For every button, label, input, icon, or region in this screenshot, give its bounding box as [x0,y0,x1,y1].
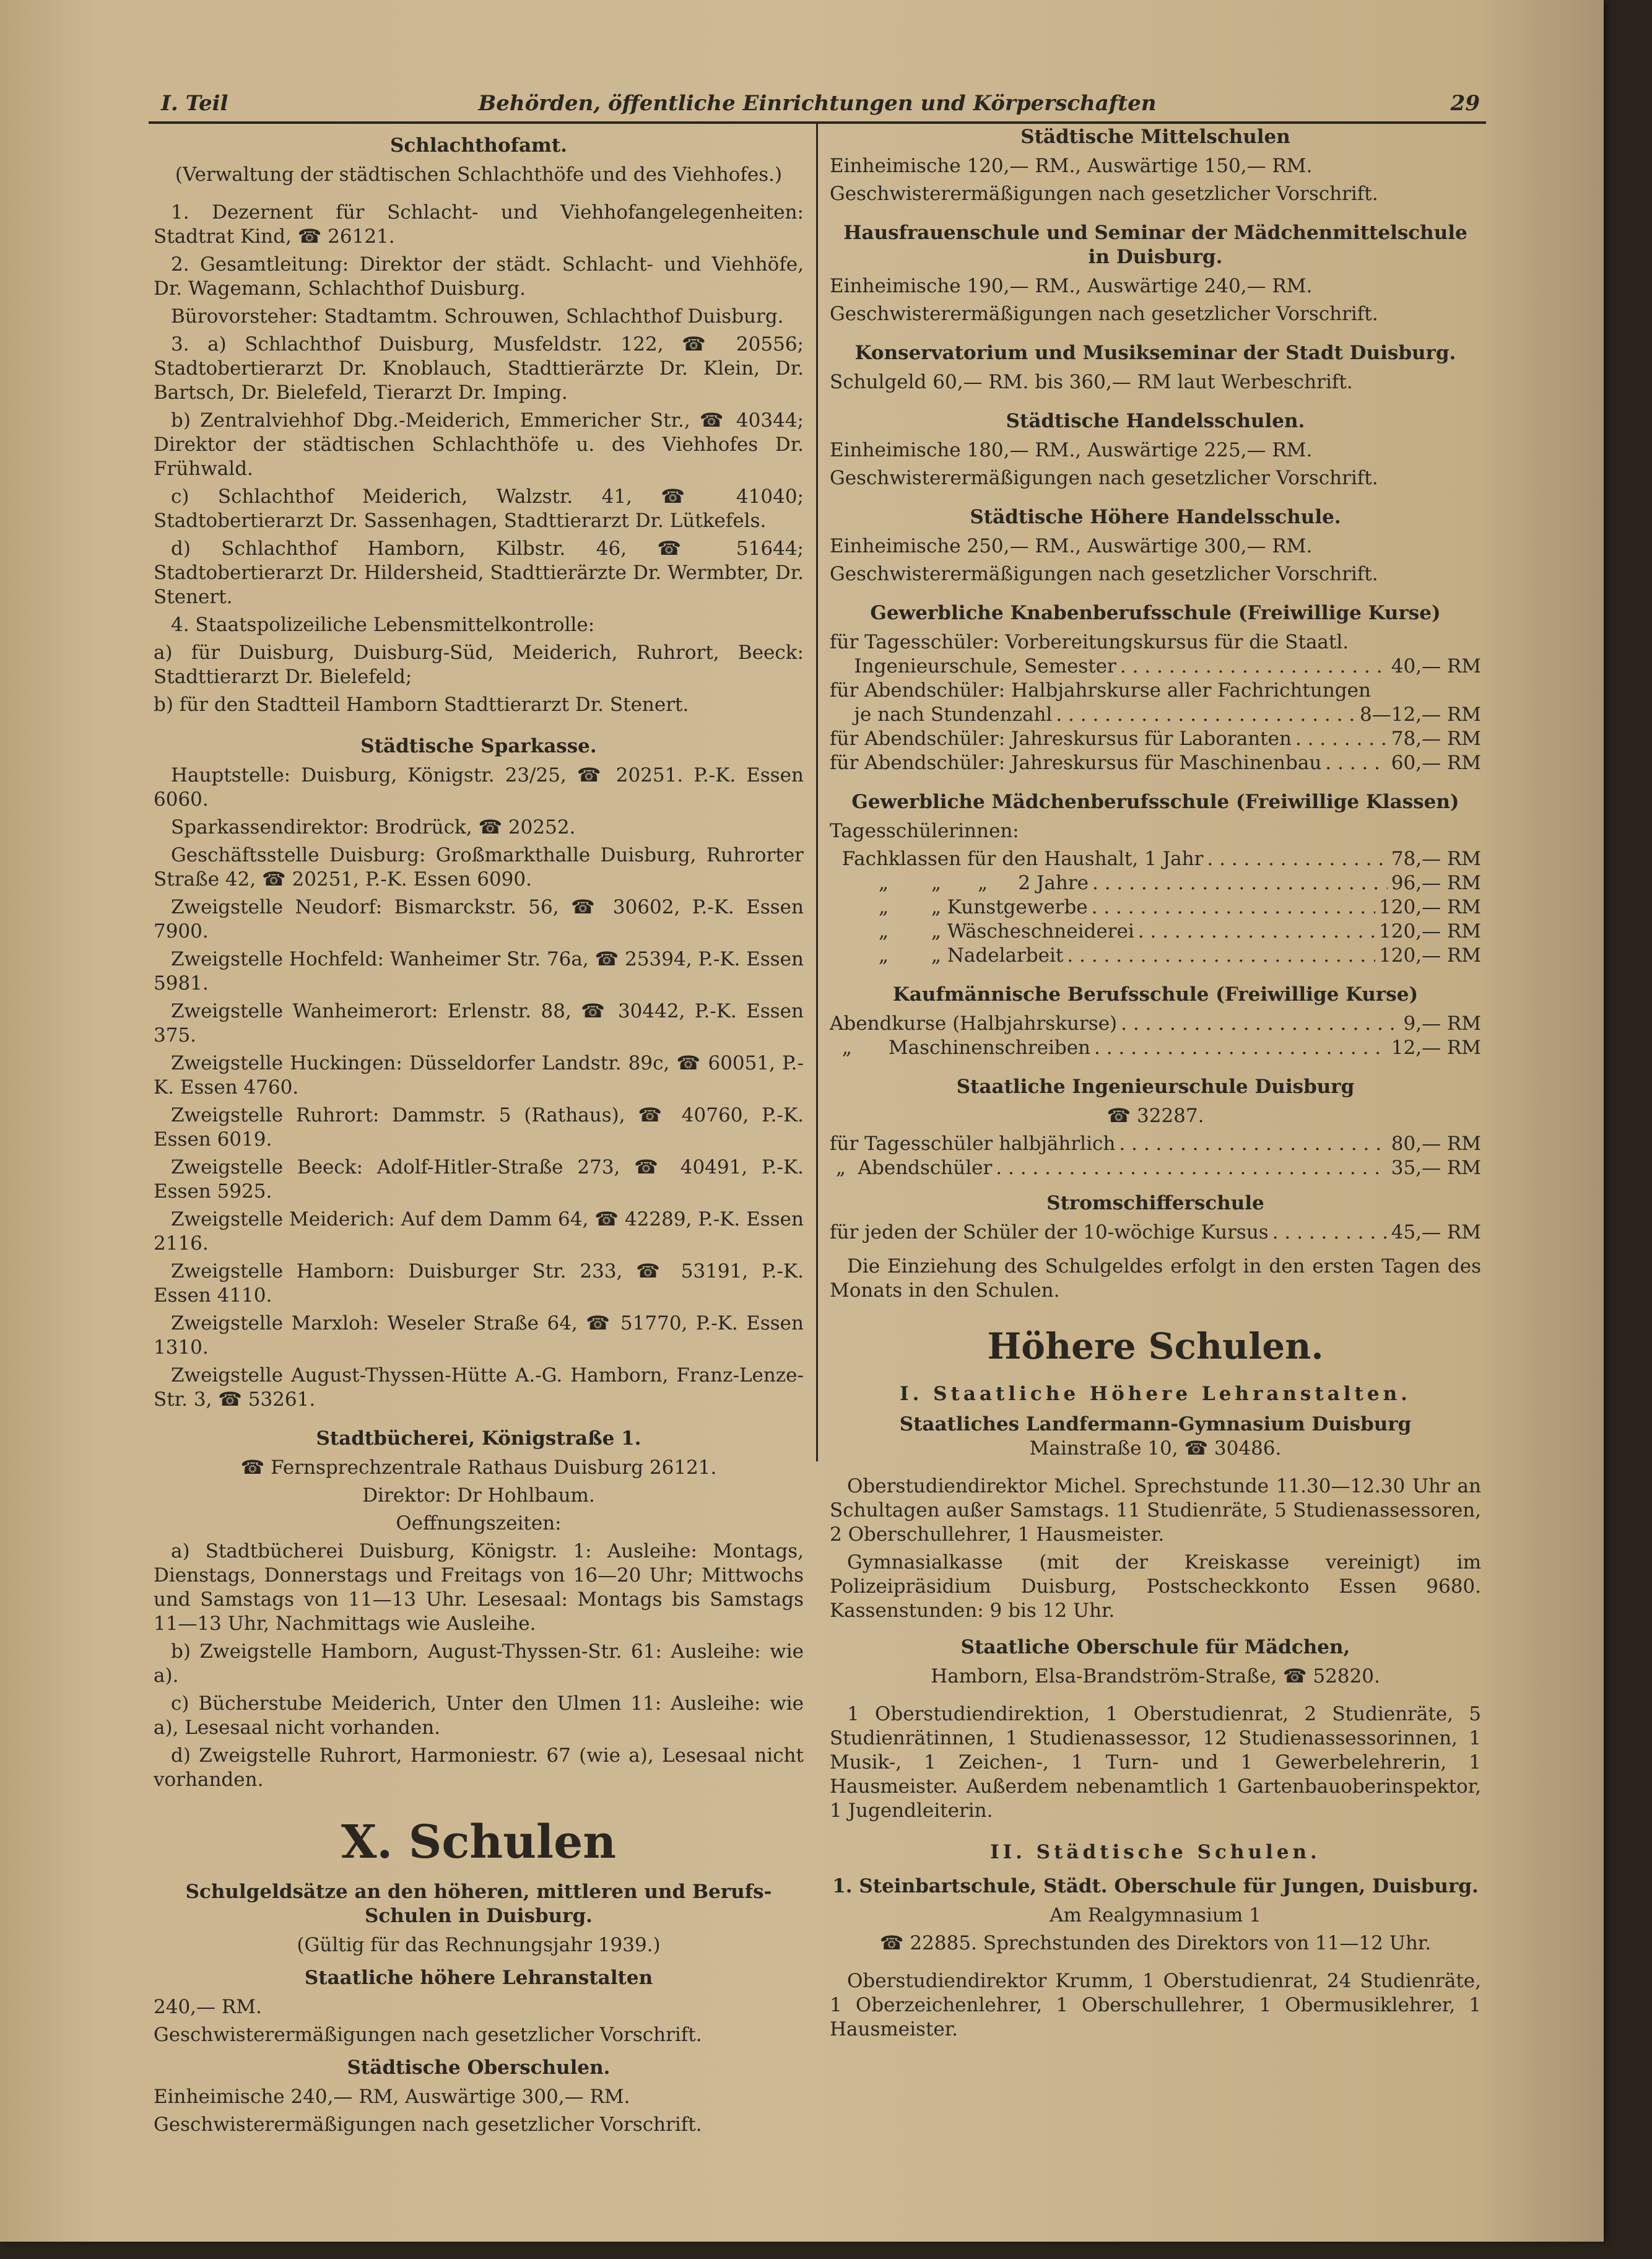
list-item: Hauptstelle: Duisburg, Königstr. 23/25, ☎ 20251. P.-K. Essen 6060. [154,764,804,811]
fee-amount: 80,— RM [1391,1133,1481,1155]
list-item: a) für Duisburg, Duisburg-Süd, Meiderich, Ruhrort, Beeck: Stadttierarzt Dr. Bielefeld; [154,642,804,688]
section-title: Städtische Oberschulen. [347,2057,611,2079]
section-title: Gewerbliche Mädchenberufsschule (Freiwillige Klassen) [851,791,1459,813]
list-item: Zweigstelle Huckingen: Düsseldorfer Landstr. 89c, ☎ 60051, P.-K. Essen 4760. [154,1052,804,1099]
section-subtitle: (Verwaltung der städtischen Schlachthöfe und des Viehhofes.) [175,163,783,186]
fee-row [830,751,1481,775]
book-page [149,87,1486,2180]
list-item: Sparkassendirektor: Brodrück, ☎ 20252. [171,816,576,838]
fee-label: je nach Stundenzahl [830,703,1053,726]
list-item: 3. a) Schlachthof Duisburg, Musfeldstr. 122, ☎ 20556; Stadtobertierarzt Dr. Knoblauch, Stadttierärzte Dr. Klein, Dr. Bartsch, Dr. Bielefeld, Tierarzt Dr. Imping. [154,333,804,404]
school-address: Hamborn, Elsa-Brandström-Straße, ☎ 52820. [931,1665,1380,1687]
section-title: I. Staatliche Höhere Lehranstalten. [900,1383,1411,1405]
section-title: Schulgeldsätze an den höheren, mittleren und Berufs-Schulen in Duisburg. [185,1881,772,1927]
fee-amount: 40,— RM [1391,655,1481,677]
list-item: c) Schlachthof Meiderich, Walzstr. 41, ☎ 41040; Stadtobertierarzt Dr. Sassenhagen, Stadttierarzt Dr. Lütkefels. [154,485,804,532]
fee-row [830,679,1481,703]
page-number: 29 [1450,91,1480,116]
fee-row [830,871,1481,895]
fee-amount: 120,— RM [1379,944,1481,967]
list-item: 4. Staatspolizeiliche Lebensmittelkontrolle: [171,614,595,636]
fee-row [830,630,1481,655]
list-item: b) für den Stadtteil Hamborn Stadttierarzt Dr. Stenert. [154,694,689,716]
text-line: Einheimische 120,— RM., Auswärtige 150,— RM. [830,155,1313,177]
text-line: Schulgeld 60,— RM. bis 360,— RM laut Werbeschrift. [830,371,1353,393]
list-item: b) Zweigstelle Hamborn, August-Thyssen-Str. 61: Ausleihe: wie a). [154,1640,804,1687]
fee-amount: 120,— RM [1379,896,1481,918]
list-item: 2. Gesamtleitung: Direktor der städt. Schlacht- und Viehhöfe, Dr. Wagemann, Schlachthof Duisburg. [154,253,804,300]
section-title: Staatliche höhere Lehranstalten [304,1967,653,1989]
list-item: d) Schlachthof Hamborn, Kilbstr. 46, ☎ 51644; Stadtobertierarzt Dr. Hildersheid, Stadttierärzte Dr. Wermbter, Dr. Stenert. [154,538,804,608]
list-item: Geschäftsstelle Duisburg: Großmarkthalle Duisburg, Ruhrorter Straße 42, ☎ 20251, P.-K. Essen 6090. [154,844,804,890]
fee-amount: 12,— RM [1391,1037,1481,1059]
list-item: Zweigstelle Hamborn: Duisburger Str. 233, ☎ 53191, P.-K. Essen 4110. [154,1260,804,1307]
list-item: Zweigstelle Hochfeld: Wanheimer Str. 76a, ☎ 25394, P.-K. Essen 5981. [154,948,804,995]
fee-row [830,1036,1481,1060]
text-line: Tagesschülerinnen: [830,820,1019,842]
fee-label: „ „ Kunstgewerbe [830,896,1088,918]
running-header [149,87,1486,124]
school-address: Mainstraße 10, ☎ 30486. [1029,1437,1282,1460]
fee-label: für Tagesschüler: Vorbereitungskursus für die Staatl. [830,631,1349,653]
fee-label: „ „ Wäscheschneiderei [830,920,1134,942]
list-item: Zweigstelle Neudorf: Bismarckstr. 56, ☎ 30602, P.-K. Essen 7900. [154,896,804,942]
phone-line: ☎ Fernsprechzentrale Rathaus Duisburg 26121. [240,1456,717,1479]
fee-label: für jeden der Schüler der 10-wöchige Kursus [830,1221,1269,1243]
section-title: Städtische Höhere Handelsschule. [970,506,1341,528]
section-title: Städtische Mittelschulen [1020,126,1290,148]
text-paragraph: 1 Oberstudiendirektion, 1 Oberstudienrat, 2 Studienräte, 5 Studienrätinnen, 1 Studienassessor, 12 Studienassessorinnen, 1 Musik-, 1 Zeichen-, 1 Turn- und 1 Gewerbelehrerin, 1 Hausmeister. Außerdem nebenamtlich 1 Gartenbauoberinspektor, 1 Jugendleiterin. [830,1703,1481,1822]
list-item: 1. Dezernent für Schlacht- und Viehhofangelegenheiten: Stadtrat Kind, ☎ 26121. [154,201,804,248]
list-item: b) Zentralviehhof Dbg.-Meiderich, Emmericher Str., ☎ 40344; Direktor der städtischen Schlachthöfe u. des Viehhofes Dr. Frühwald. [154,409,804,480]
section-title: Hausfrauenschule und Seminar der Mädchenmittelschule in Duisburg. [843,222,1467,268]
left-column [154,125,804,2141]
fee-label: Fachklassen für den Haushalt, 1 Jahr [830,848,1204,870]
fee-row [830,655,1481,679]
list-item: Bürovorsteher: Stadtamtm. Schrouwen, Schlachthof Duisburg. [171,305,784,328]
text-line: Geschwisterermäßigungen nach gesetzlicher Vorschrift. [830,467,1378,489]
text-line: Einheimische 240,— RM, Auswärtige 300,— RM. [154,2086,630,2108]
fee-label: Abendkurse (Halbjahrskurse) [830,1012,1118,1035]
school-title: Staatliches Landfermann-Gymnasium Duisburg [899,1413,1412,1435]
fee-amount: 60,— RM [1391,752,1481,774]
fee-amount: 78,— RM [1391,848,1481,870]
section-title: Kaufmännische Berufsschule (Freiwillige Kurse) [892,983,1419,1006]
right-column [830,125,1481,2045]
phone-line: ☎ 32287. [1106,1105,1204,1127]
phone-line: ☎ 22885. Sprechstunden des Direktors von 11—12 Uhr. [879,1932,1432,1954]
section-subtitle: (Gültig für das Rechnungsjahr 1939.) [297,1934,661,1956]
school-address: Am Realgymnasium 1 [1050,1904,1261,1926]
column-divider [816,124,818,1461]
fee-label: „ „ Nadelarbeit [830,944,1064,967]
text-paragraph: Die Einziehung des Schulgeldes erfolgt in den ersten Tagen des Monats in den Schulen. [830,1255,1481,1302]
header-title: Behörden, öffentliche Einrichtungen und Körperschaften [478,91,1157,116]
list-item: d) Zweigstelle Ruhrort, Harmoniestr. 67 (wie a), Lesesaal nicht vorhanden. [154,1744,804,1791]
section-title: Stadtbücherei, Königstraße 1. [316,1427,641,1450]
text-paragraph: Gymnasialkasse (mit der Kreiskasse vereinigt) im Polizeipräsidium Duisburg, Postscheckkonto Essen 9680. Kassenstunden: 9 bis 12 Uhr. [830,1551,1481,1622]
list-item: Zweigstelle Ruhrort: Dammstr. 5 (Rathaus), ☎ 40760, P.-K. Essen 6019. [154,1104,804,1151]
list-item: Zweigstelle Beeck: Adolf-Hitler-Straße 273, ☎ 40491, P.-K. Essen 5925. [154,1156,804,1203]
list-item: Zweigstelle August-Thyssen-Hütte A.-G. Hamborn, Franz-Lenze-Str. 3, ☎ 53261. [154,1364,804,1411]
fee-row [830,727,1481,751]
fee-row [830,1012,1481,1036]
hours-title: Oeffnungszeiten: [396,1512,562,1534]
fee-label: Ingenieurschule, Semester [830,655,1116,677]
fee-row [830,703,1481,727]
list-item: Zweigstelle Marxloh: Weseler Straße 64, ☎ 51770, P.-K. Essen 1310. [154,1312,804,1359]
fee-label: für Abendschüler: Jahreskursus für Maschinenbau [830,752,1322,774]
text-paragraph: Oberstudiendirektor Krumm, 1 Oberstudienrat, 24 Studienräte, 1 Oberzeichenlehrer, 1 Oberschullehrer, 1 Obermusiklehrer, 1 Hausmeister. [830,1970,1481,2040]
text-line: Geschwisterermäßigungen nach gesetzlicher Vorschrift. [830,303,1378,325]
fee-row [830,1132,1481,1156]
fee-label: „ Maschinenschreiben [830,1037,1091,1059]
fee-row [830,1221,1481,1245]
chapter-title: Höhere Schulen. [987,1325,1324,1367]
fee-amount: 35,— RM [1391,1157,1481,1179]
section-title: II. Städtische Schulen. [990,1841,1321,1863]
fee-amount: 45,— RM [1391,1221,1481,1243]
fee-row [830,847,1481,871]
fee-row [830,920,1481,944]
fee-label: „ „ „ 2 Jahre [830,872,1089,894]
fee-amount: 78,— RM [1391,728,1481,750]
fee-label: für Tagesschüler halbjährlich [830,1133,1116,1155]
fee-label: für Abendschüler: Jahreskursus für Laboranten [830,728,1292,750]
school-title: 1. Steinbartschule, Städt. Oberschule für Jungen, Duisburg. [832,1875,1479,1897]
section-title: Schlachthofamt. [390,134,567,157]
text-line: Einheimische 190,— RM., Auswärtige 240,— RM. [830,275,1313,297]
director-line: Direktor: Dr Hohlbaum. [362,1484,595,1507]
section-title: Städtische Handelsschulen. [1006,410,1305,432]
text-paragraph: Oberstudiendirektor Michel. Sprechstunde 11.30—12.30 Uhr an Schultagen außer Samstags. 11 Studienräte, 5 Studienassessoren, 2 Oberschullehrer, 1 Hausmeister. [830,1475,1481,1546]
text-line: Einheimische 250,— RM., Auswärtige 300,— RM. [830,535,1313,557]
text-line: 240,— RM. [154,1996,262,2018]
text-line: Geschwisterermäßigungen nach gesetzlicher Vorschrift. [830,563,1378,585]
fee-label: für Abendschüler: Halbjahrskurse aller Fachrichtungen [830,679,1371,702]
section-title: Konservatorium und Musikseminar der Stadt Duisburg. [854,342,1456,364]
header-part: I. Teil [161,91,228,116]
fee-row [830,1156,1481,1180]
fee-amount: 9,— RM [1403,1012,1481,1035]
section-title: Stromschifferschule [1046,1192,1264,1214]
section-title: Staatliche Ingenieurschule Duisburg [956,1076,1355,1098]
list-item: a) Stadtbücherei Duisburg, Königstr. 1: Ausleihe: Montags, Dienstags, Donnerstags und Freitags von 16—20 Uhr; Mittwochs und Samstags von 11—13 Uhr. Lesesaal: Montags bis Samstags 11—13 Uhr, Nachmittags wie Ausleihe. [154,1540,804,1635]
fee-amount: 120,— RM [1379,920,1481,942]
fee-row [830,944,1481,968]
chapter-title: X. Schulen [341,1816,617,1869]
text-line: Geschwisterermäßigungen nach gesetzlicher Vorschrift. [154,2113,702,2136]
school-title: Staatliche Oberschule für Mädchen, [960,1636,1350,1658]
list-item: Zweigstelle Wanheimerort: Erlenstr. 88, ☎ 30442, P.-K. Essen 375. [154,1000,804,1047]
fee-amount: 8—12,— RM [1360,703,1481,726]
text-line: Geschwisterermäßigungen nach gesetzlicher Vorschrift. [154,2024,702,2046]
fee-label: „ Abendschüler [830,1157,993,1179]
section-title: Gewerbliche Knabenberufsschule (Freiwillige Kurse) [870,602,1441,624]
fee-amount: 96,— RM [1391,872,1481,894]
text-line: Geschwisterermäßigungen nach gesetzlicher Vorschrift. [830,183,1378,205]
list-item: Zweigstelle Meiderich: Auf dem Damm 64, ☎ 42289, P.-K. Essen 2116. [154,1208,804,1255]
list-item: c) Bücherstube Meiderich, Unter den Ulmen 11: Ausleihe: wie a), Lesesaal nicht vorhanden. [154,1692,804,1739]
section-title: Städtische Sparkasse. [360,735,597,757]
text-line: Einheimische 180,— RM., Auswärtige 225,— RM. [830,439,1313,461]
fee-row [830,895,1481,920]
